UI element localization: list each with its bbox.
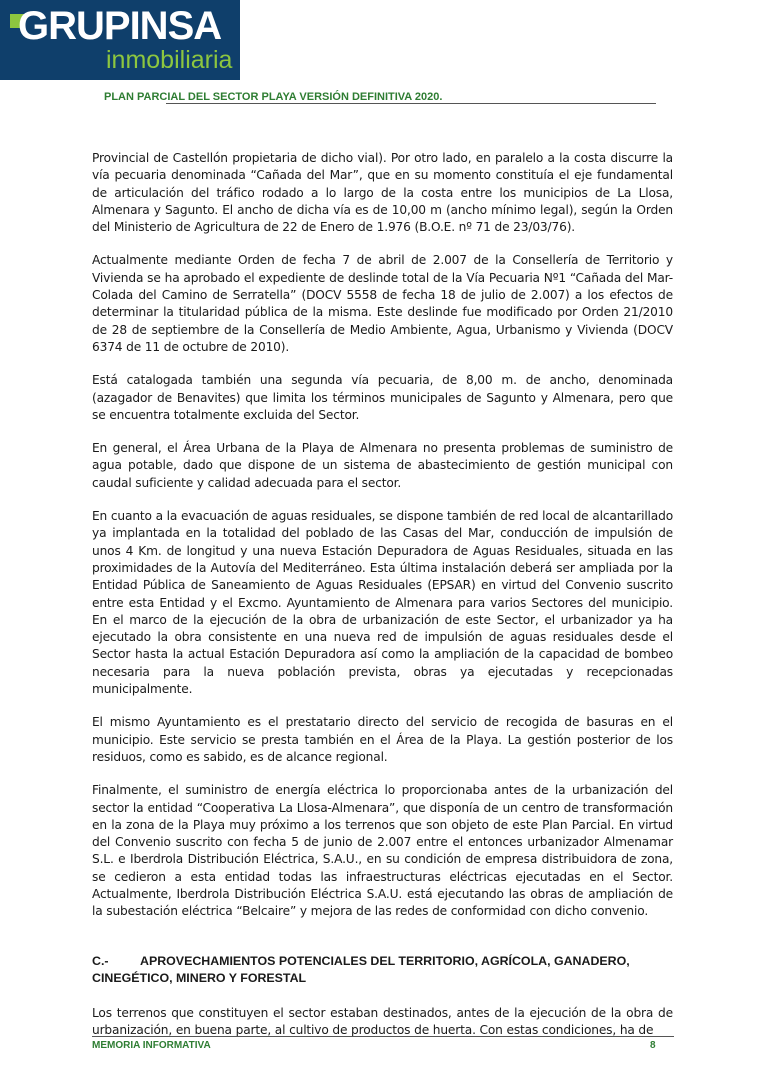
footer-section-label: MEMORIA INFORMATIVA [92,1040,211,1051]
logo-main-text: GRUPINSA [18,4,222,48]
section-title: APROVECHAMIENTOS POTENCIALES DEL TERRITORIO, AGRÍCOLA, GANADERO, CINEGÉTICO, MINERO Y FORESTAL [92,953,630,985]
body-paragraph: Está catalogada también una segunda vía pecuaria, de 8,00 m. de ancho, denominada (azagador de Benavites) que limita los términos municipales de Sagunto y Almenara, pero que se encuentra totalmente excluida del Sector. [92,373,673,422]
body-paragraph: Los terrenos que constituyen el sector estaban destinados, antes de la ejecución de la obra de urbanización, en buena parte, al cultivo de productos de huerta. Con estas condiciones, ha de [92,1005,673,1037]
body-paragraph: Provincial de Castellón propietaria de dicho vial). Por otro lado, en paralelo a la costa discurre la vía pecuaria denominada “Cañada del Mar”, que en su momento constituía el eje fundamental de articulación del tráfico rodado a lo largo de la costa entre los municipios de La Llosa, Almenara y Sagunto. El ancho de dicha vía es de 10,00 m (ancho mínimo legal), según la Orden del Ministerio de Agricultura de 22 de Enero de 1.976 (B.O.E. nº 71 de 23/03/76). [92,151,673,235]
body-paragraph: En cuanto a la evacuación de aguas residuales, se dispone también de red local de alcantarillado ya implantada en la totalidad del poblado de las Casas del Mar, conducción de impulsión de unos 4 Km. de longitud y una nueva Estación Depuradora de Aguas Residuales, situada en las proximidades de la Autovía del Mediterráneo. Esta última instalación deberá ser ampliada por la Entidad Pública de Saneamiento de Aguas Residuales (EPSAR) en virtud del Convenio suscrito entre esta Entidad y el Excmo. Ayuntamiento de Almenara para varios Sectores del municipio. En el marco de la ejecución de la obra de urbanización de este Sector, el urbanizador ya ha ejecutado la obra consistente en una nueva red de impulsión de aguas residuales desde el Sector hasta la actual Estación Depuradora así como la ampliación de la capacidad de bombeo necesaria para la nueva población prevista, obras ya ejecutadas y recepcionadas municipalmente. [92,509,673,697]
document-header-title: PLAN PARCIAL DEL SECTOR PLAYA VERSIÓN DEFINITIVA 2020. [104,91,443,103]
company-logo [0,0,240,80]
logo-sub-text: inmobiliaria [106,46,233,74]
section-number: C.- [92,953,109,968]
page-number: 8 [650,1040,656,1051]
header-divider [166,103,656,104]
body-paragraph: Finalmente, el suministro de energía eléctrica lo proporcionaba antes de la urbanización del sector la entidad “Cooperativa La Llosa-Almenara”, que disponía de un centro de transformación en la zona de la Playa muy próximo a los terrenos que son objeto de este Plan Parcial. En virtud del Convenio suscrito con fecha 5 de junio de 2.007 entre el entonces urbanizador Almenamar S.L. e Iberdrola Distribución Eléctrica, S.A.U., en su condición de empresa distribuidora de zona, se cedieron a esta entidad todas las infraestructuras eléctricas ejecutadas en el Sector. Actualmente, Iberdrola Distribución Eléctrica S.A.U. está ejecutando las obras de ampliación de la subestación eléctrica “Belcaire” y mejora de las redes de conformidad con dicho convenio. [92,783,673,919]
body-paragraph: El mismo Ayuntamiento es el prestatario directo del servicio de recogida de basuras en el municipio. Este servicio se presta también en el Área de la Playa. La gestión posterior de los residuos, como es sabido, es de alcance regional. [92,715,673,764]
section-heading [92,953,673,987]
body-paragraph: En general, el Área Urbana de la Playa de Almenara no presenta problemas de suministro de agua potable, dado que dispone de un sistema de abastecimiento de gestión municipal con caudal suficiente y calidad adecuada para el sector. [92,441,673,490]
footer-divider [92,1036,674,1037]
document-body [92,150,673,1055]
body-paragraph: Actualmente mediante Orden de fecha 7 de abril de 2.007 de la Consellería de Territorio y Vivienda se ha aprobado el expediente de deslinde total de la Vía Pecuaria Nº1 “Cañada del Mar-Colada del Camino de Serratella” (DOCV 5558 de fecha 18 de julio de 2.007) a los efectos de determinar la titularidad pública de la misma. Este deslinde fue modificado por Orden 21/2010 de 28 de septiembre de la Consellería de Medio Ambiente, Agua, Urbanismo y Vivienda (DOCV 6374 de 11 de octubre de 2010). [92,253,673,354]
